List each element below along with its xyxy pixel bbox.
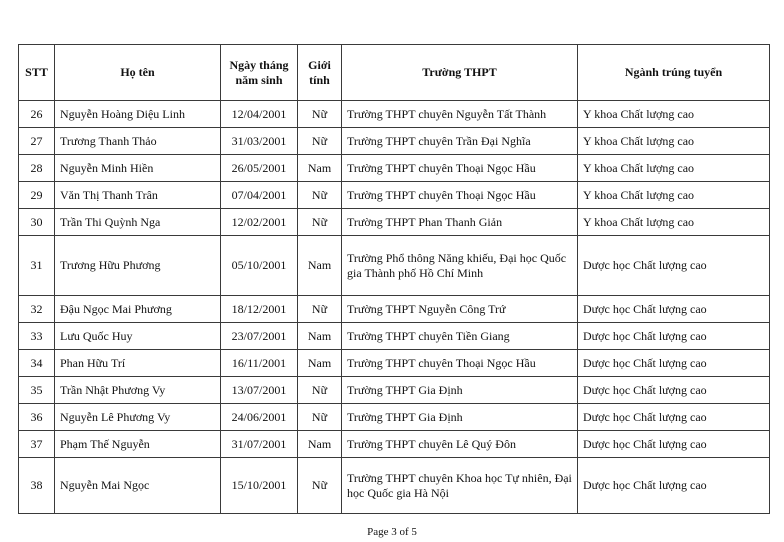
cell-dob: 15/10/2001 — [221, 458, 298, 514]
cell-dob: 07/04/2001 — [221, 182, 298, 209]
cell-stt: 35 — [19, 377, 55, 404]
cell-name: Phan Hữu Trí — [55, 350, 221, 377]
cell-school: Trường THPT chuyên Thoại Ngọc Hầu — [342, 155, 578, 182]
cell-name: Nguyễn Hoàng Diệu Linh — [55, 101, 221, 128]
cell-major: Dược học Chất lượng cao — [578, 377, 770, 404]
cell-name: Nguyễn Lê Phương Vy — [55, 404, 221, 431]
cell-stt: 30 — [19, 209, 55, 236]
cell-dob: 23/07/2001 — [221, 323, 298, 350]
header-dob-line2: năm sinh — [235, 72, 283, 87]
cell-dob: 31/03/2001 — [221, 128, 298, 155]
header-sex — [298, 45, 342, 101]
table-row — [19, 350, 770, 377]
cell-school: Trường THPT Gia Định — [342, 377, 578, 404]
table-row — [19, 296, 770, 323]
cell-school: Trường THPT chuyên Khoa học Tự nhiên, Đại học Quốc gia Hà Nội — [342, 458, 578, 514]
admission-results-table — [18, 44, 770, 514]
cell-school: Trường THPT chuyên Thoại Ngọc Hầu — [342, 182, 578, 209]
cell-stt: 34 — [19, 350, 55, 377]
cell-school: Trường THPT chuyên Trần Đại Nghĩa — [342, 128, 578, 155]
cell-stt: 28 — [19, 155, 55, 182]
cell-stt: 27 — [19, 128, 55, 155]
cell-dob: 24/06/2001 — [221, 404, 298, 431]
cell-name: Đậu Ngọc Mai Phương — [55, 296, 221, 323]
cell-dob: 05/10/2001 — [221, 236, 298, 296]
cell-dob: 13/07/2001 — [221, 377, 298, 404]
cell-major: Dược học Chất lượng cao — [578, 323, 770, 350]
cell-sex: Nữ — [298, 101, 342, 128]
cell-dob: 31/07/2001 — [221, 431, 298, 458]
cell-school: Trường THPT Gia Định — [342, 404, 578, 431]
cell-major: Dược học Chất lượng cao — [578, 404, 770, 431]
header-name: Họ tên — [55, 45, 221, 101]
cell-major: Y khoa Chất lượng cao — [578, 155, 770, 182]
cell-name: Trương Hữu Phương — [55, 236, 221, 296]
cell-sex: Nam — [298, 350, 342, 377]
cell-major: Y khoa Chất lượng cao — [578, 101, 770, 128]
cell-name: Nguyễn Minh Hiền — [55, 155, 221, 182]
cell-school: Trường THPT chuyên Nguyễn Tất Thành — [342, 101, 578, 128]
table-row — [19, 377, 770, 404]
cell-name: Trần Nhật Phương Vy — [55, 377, 221, 404]
header-sex-line2: tính — [309, 72, 330, 87]
header-stt: STT — [19, 45, 55, 101]
cell-stt: 26 — [19, 101, 55, 128]
cell-major: Dược học Chất lượng cao — [578, 458, 770, 514]
cell-sex: Nữ — [298, 458, 342, 514]
cell-stt: 32 — [19, 296, 55, 323]
cell-dob: 12/04/2001 — [221, 101, 298, 128]
table-row — [19, 182, 770, 209]
cell-sex: Nam — [298, 431, 342, 458]
cell-stt: 29 — [19, 182, 55, 209]
cell-name: Phạm Thế Nguyễn — [55, 431, 221, 458]
table-row — [19, 209, 770, 236]
cell-sex: Nữ — [298, 182, 342, 209]
cell-stt: 33 — [19, 323, 55, 350]
table-row — [19, 155, 770, 182]
cell-school: Trường THPT chuyên Thoại Ngọc Hầu — [342, 350, 578, 377]
header-sex-line1: Giới — [308, 58, 331, 73]
header-major: Ngành trúng tuyển — [578, 45, 770, 101]
header-dob-line1: Ngày tháng — [229, 58, 289, 73]
header-dob — [221, 45, 298, 101]
cell-name: Trương Thanh Thảo — [55, 128, 221, 155]
cell-sex: Nữ — [298, 128, 342, 155]
cell-sex: Nam — [298, 155, 342, 182]
cell-sex: Nam — [298, 236, 342, 296]
cell-major: Dược học Chất lượng cao — [578, 350, 770, 377]
table-row — [19, 128, 770, 155]
cell-sex: Nữ — [298, 404, 342, 431]
cell-stt: 36 — [19, 404, 55, 431]
table-row — [19, 323, 770, 350]
cell-major: Y khoa Chất lượng cao — [578, 182, 770, 209]
cell-school: Trường THPT chuyên Tiền Giang — [342, 323, 578, 350]
cell-major: Dược học Chất lượng cao — [578, 296, 770, 323]
table-row — [19, 404, 770, 431]
table-row — [19, 101, 770, 128]
table-row — [19, 236, 770, 296]
cell-major: Y khoa Chất lượng cao — [578, 128, 770, 155]
cell-sex: Nữ — [298, 296, 342, 323]
cell-school: Trường THPT Nguyễn Công Trứ — [342, 296, 578, 323]
cell-sex: Nam — [298, 323, 342, 350]
table-header-row — [19, 45, 770, 101]
cell-name: Văn Thị Thanh Trân — [55, 182, 221, 209]
cell-school: Trường THPT Phan Thanh Giản — [342, 209, 578, 236]
cell-stt: 37 — [19, 431, 55, 458]
cell-dob: 18/12/2001 — [221, 296, 298, 323]
cell-stt: 31 — [19, 236, 55, 296]
table-row — [19, 458, 770, 514]
cell-major: Y khoa Chất lượng cao — [578, 209, 770, 236]
table-row — [19, 431, 770, 458]
cell-sex: Nữ — [298, 209, 342, 236]
cell-name: Nguyễn Mai Ngọc — [55, 458, 221, 514]
cell-dob: 26/05/2001 — [221, 155, 298, 182]
cell-dob: 12/02/2001 — [221, 209, 298, 236]
cell-dob: 16/11/2001 — [221, 350, 298, 377]
cell-stt: 38 — [19, 458, 55, 514]
header-school: Trường THPT — [342, 45, 578, 101]
cell-name: Trần Thi Quỳnh Nga — [55, 209, 221, 236]
cell-school: Trường THPT chuyên Lê Quý Đôn — [342, 431, 578, 458]
cell-school: Trường Phổ thông Năng khiếu, Đại học Quốc gia Thành phố Hồ Chí Minh — [342, 236, 578, 296]
page-number: Page 3 of 5 — [367, 526, 417, 538]
cell-name: Lưu Quốc Huy — [55, 323, 221, 350]
cell-major: Dược học Chất lượng cao — [578, 431, 770, 458]
cell-sex: Nữ — [298, 377, 342, 404]
cell-major: Dược học Chất lượng cao — [578, 236, 770, 296]
